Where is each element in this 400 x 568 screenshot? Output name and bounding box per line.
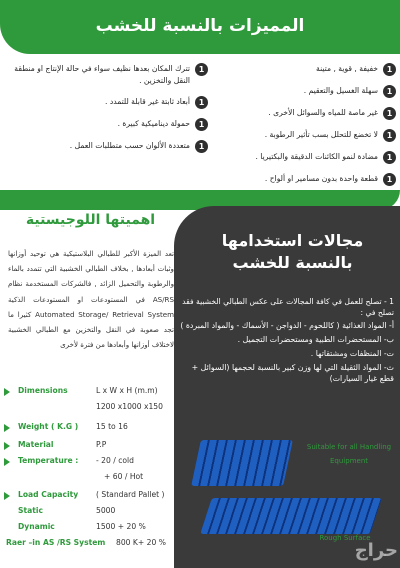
logistics-title: اهميتها اللوجيستية (25, 212, 156, 228)
spec-label: Weight ( K.G ) (18, 422, 79, 431)
number-badge: 1 (195, 140, 208, 153)
spec-value: 800 K+ 20 % (116, 538, 166, 547)
feature-text: أبعاد ثابتة غير قابلة للتمدد . (105, 97, 190, 106)
feature-text: قطعة واحدة بدون مسامير او ألواح . (264, 174, 378, 183)
page-title: المميزات بالنسبة للخشب (95, 16, 305, 36)
pallet-image-bottom (200, 498, 382, 534)
spec-row (4, 538, 174, 550)
spec-row (4, 422, 174, 434)
spec-label: Temperature : (18, 456, 79, 465)
uses-item: ت- المنظفات ومشتقاتها . (310, 349, 394, 358)
uses-title-line1: مجالات استخدامها (221, 231, 364, 250)
feature-text: غير ماصة للمياه والسوائل الأخرى . (268, 108, 378, 117)
number-badge: 1 (195, 96, 208, 109)
spec-value: 5000 (96, 506, 116, 515)
feature-item (206, 151, 396, 164)
uses-title-line2: بالنسبة للخشب (232, 253, 353, 272)
uses-title (190, 230, 395, 274)
feature-item (206, 107, 396, 120)
uses-item: ب- المستحضرات الطبية ومستحضرات التجميل . (237, 335, 394, 344)
number-badge: 1 (383, 107, 396, 120)
spec-row (4, 386, 174, 398)
arrow-icon (4, 492, 10, 500)
feature-item (206, 85, 396, 98)
uses-intro: 1 - تصلح للعمل في كافة المجالات على عكس الطبالي الخشبية فقد تصلح في : (182, 297, 394, 317)
spec-row (4, 472, 174, 484)
number-badge: 1 (383, 129, 396, 142)
arrow-icon (4, 388, 10, 396)
spec-row (4, 456, 174, 468)
feature-item (8, 118, 208, 131)
pallet-image-top (191, 440, 293, 486)
number-badge: 1 (383, 63, 396, 76)
arrow-icon (4, 424, 10, 432)
spec-label: Static (18, 506, 43, 515)
feature-text: متعددة الألوان حسب متطلبات العمل . (69, 141, 190, 150)
feature-text: سهلة الغسيل والتعقيم . (303, 86, 378, 95)
arrow-icon (4, 442, 10, 450)
feature-item (8, 140, 208, 153)
spec-label: Dimensions (18, 386, 68, 395)
spec-row (4, 506, 174, 518)
features-section (0, 54, 400, 194)
site-watermark: حراج (354, 540, 398, 561)
number-badge: 1 (195, 118, 208, 131)
spec-row (4, 402, 174, 414)
spec-label: Load Capacity (18, 490, 79, 499)
feature-text: تترك المكان بعدها نظيف سواء في حالة الإنتاج او منطقة النقل والتخزين . (14, 64, 190, 85)
spec-label: Material (18, 440, 54, 449)
uses-list (180, 320, 394, 387)
feature-text: مضادة لنمو الكائنات الدقيقة والبكتيريا . (255, 152, 378, 161)
spec-value: ( Standard Pallet ) (96, 490, 165, 499)
number-badge: 1 (195, 63, 208, 76)
features-right-column (206, 58, 396, 195)
features-left-column (8, 58, 208, 162)
logistics-text: تعد الميزة الأكبر للطبالي البلاستيكية هي توحيد أوزانها وثبات أبعادها , بخلاف الطبالي الخشبية التي تتمدد بالماء والرطوبة والتحميل الزائد , فالشركات المستخدمة نظام AS/RS في المستودعات او المستودعات الذكية Automated Storage/ Retrieval System كثيرا ما تجد صعوبة في النقل والتخزين مع الطبالي الخشبية لاختلاف أوزانها وأبعادها من فترة لأخرى (8, 249, 175, 350)
feature-text: خفيفة , قوية , متينة (316, 64, 378, 73)
spec-value: P.P (96, 440, 107, 449)
spec-value: L x W x H (m.m) (96, 386, 158, 395)
feature-item (8, 63, 208, 87)
feature-item (8, 96, 208, 109)
spec-label: Dynamic (18, 522, 55, 531)
spec-value: 15 to 16 (96, 422, 128, 431)
spec-row (4, 522, 174, 534)
spec-row (4, 440, 174, 452)
spec-value: + 60 / Hot (104, 472, 144, 481)
arrow-icon (4, 458, 10, 466)
feature-item (206, 173, 396, 186)
number-badge: 1 (383, 173, 396, 186)
feature-item (206, 129, 396, 142)
feature-text: لا تخضع للتحلل بسب تأثير الرطوبة . (264, 130, 378, 139)
spec-label: Raer –in AS /RS System (6, 538, 106, 547)
number-badge: 1 (383, 85, 396, 98)
spec-value: - 20 / cold (96, 456, 134, 465)
rough-surface-caption: Rough Surface (319, 534, 371, 542)
spec-value: 1500 + 20 % (96, 522, 146, 531)
feature-item (206, 63, 396, 76)
spec-value: 1200 x1000 x150 (96, 402, 163, 411)
handling-caption: Suitable for all Handling Equipment (306, 443, 392, 465)
feature-text: حمولة ديناميكية كبيرة . (117, 119, 190, 128)
spec-row (4, 490, 174, 502)
uses-item: ث- المواد الثقيلة التي لها وزن كبير بالنسبة لحجمها (السوائل + قطع غيار السيارات) (191, 363, 394, 383)
number-badge: 1 (383, 151, 396, 164)
uses-item: أ- المواد الغذائية ( كاللحوم - الدواجن - الأسماك - والمواد المبردة ) (180, 321, 394, 330)
